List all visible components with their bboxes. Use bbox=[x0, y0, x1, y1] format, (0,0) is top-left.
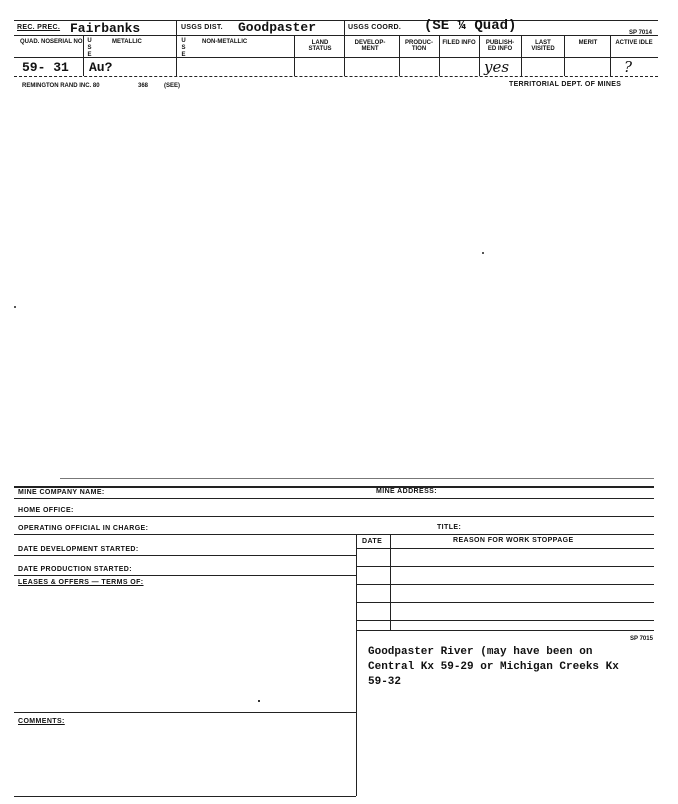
rule bbox=[356, 566, 654, 567]
rule bbox=[14, 712, 356, 713]
rule bbox=[176, 20, 177, 76]
col-use-nonmetallic: U S E bbox=[181, 38, 186, 58]
rule bbox=[479, 35, 480, 76]
home-office-label: HOME OFFICE: bbox=[18, 507, 74, 514]
printer-code: 368 bbox=[138, 83, 149, 89]
rule bbox=[14, 76, 658, 77]
rule bbox=[14, 555, 356, 556]
rule bbox=[356, 630, 654, 631]
quad-serial-value: 59- 31 bbox=[22, 60, 69, 75]
published-info-value: yes bbox=[484, 58, 510, 76]
rule bbox=[14, 57, 658, 58]
mine-company-name-label: MINE COMPANY NAME: bbox=[18, 489, 105, 496]
speck bbox=[14, 306, 16, 308]
operating-official-label: OPERATING OFFICIAL IN CHARGE: bbox=[18, 525, 149, 532]
col-development: DEVELOP- MENT bbox=[354, 40, 386, 52]
rule bbox=[521, 35, 522, 76]
rule bbox=[356, 620, 654, 621]
rec-prec-label: REC. PREC. bbox=[17, 24, 61, 31]
rule bbox=[14, 498, 654, 499]
remarks-text: Goodpaster River (may have been on Central Kx 59-29 or Michigan Creeks Kx 59-32 bbox=[368, 646, 619, 688]
rule bbox=[60, 478, 654, 479]
col-nonmetallic: NON-METALLIC bbox=[202, 39, 248, 45]
form-number-back: SP 7015 bbox=[630, 636, 653, 642]
col-merit: MERIT bbox=[578, 40, 598, 46]
rule bbox=[14, 796, 356, 797]
rule bbox=[14, 486, 654, 488]
printer-code-2: (SEE) bbox=[164, 83, 181, 89]
rule bbox=[356, 602, 654, 603]
rule bbox=[564, 35, 565, 76]
speck bbox=[482, 252, 484, 254]
rule bbox=[356, 534, 357, 796]
date-header: DATE bbox=[362, 538, 383, 545]
title-label: TITLE: bbox=[437, 524, 462, 531]
mine-address-label: MINE ADDRESS: bbox=[376, 488, 437, 495]
rule bbox=[344, 20, 345, 76]
leases-label: LEASES & OFFERS — TERMS OF: bbox=[18, 579, 144, 586]
rec-prec-value: Fairbanks bbox=[70, 21, 141, 36]
usgs-dist-value: Goodpaster bbox=[238, 20, 317, 35]
col-published-info: PUBLISH- ED INFO bbox=[485, 40, 515, 52]
rule bbox=[356, 584, 654, 585]
col-land-status: LAND STATUS bbox=[308, 40, 332, 52]
rule bbox=[83, 35, 84, 76]
col-quad-no: QUAD. NO. bbox=[20, 39, 52, 45]
rule bbox=[399, 35, 400, 76]
usgs-dist-label: USGS DIST. bbox=[181, 24, 223, 31]
col-active-idle: ACTIVE IDLE bbox=[615, 40, 653, 46]
col-last-visited: LAST VISITED bbox=[531, 40, 555, 52]
form-number: SP 7014 bbox=[629, 30, 652, 36]
rule bbox=[439, 35, 440, 76]
col-filed-info: FILED INFO bbox=[442, 40, 476, 46]
printer-mark: REMINGTON RAND INC. 80 bbox=[22, 83, 100, 89]
reason-header: REASON FOR WORK STOPPAGE bbox=[453, 537, 574, 544]
col-serial-no: SERIAL NO. bbox=[50, 39, 85, 45]
col-metallic: METALLIC bbox=[112, 39, 142, 45]
usgs-coord-label: USGS COORD. bbox=[348, 24, 402, 31]
active-idle-value: ? bbox=[624, 58, 633, 76]
speck bbox=[258, 700, 260, 702]
col-production: PRODUC- TION bbox=[405, 40, 433, 52]
rule bbox=[14, 534, 654, 535]
col-use-metallic: U S E bbox=[87, 38, 92, 58]
usgs-coord-value: (SE ¼ Quad) bbox=[424, 18, 517, 34]
rule bbox=[610, 35, 611, 76]
comments-label: COMMENTS: bbox=[18, 718, 65, 725]
metallic-value: Au? bbox=[89, 60, 113, 75]
rule bbox=[356, 548, 654, 549]
date-development-label: DATE DEVELOPMENT STARTED: bbox=[18, 546, 139, 553]
date-production-label: DATE PRODUCTION STARTED: bbox=[18, 566, 132, 573]
department-name: TERRITORIAL DEPT. OF MINES bbox=[509, 81, 622, 88]
rule bbox=[14, 516, 654, 517]
rule bbox=[14, 575, 356, 576]
rule bbox=[294, 35, 295, 76]
